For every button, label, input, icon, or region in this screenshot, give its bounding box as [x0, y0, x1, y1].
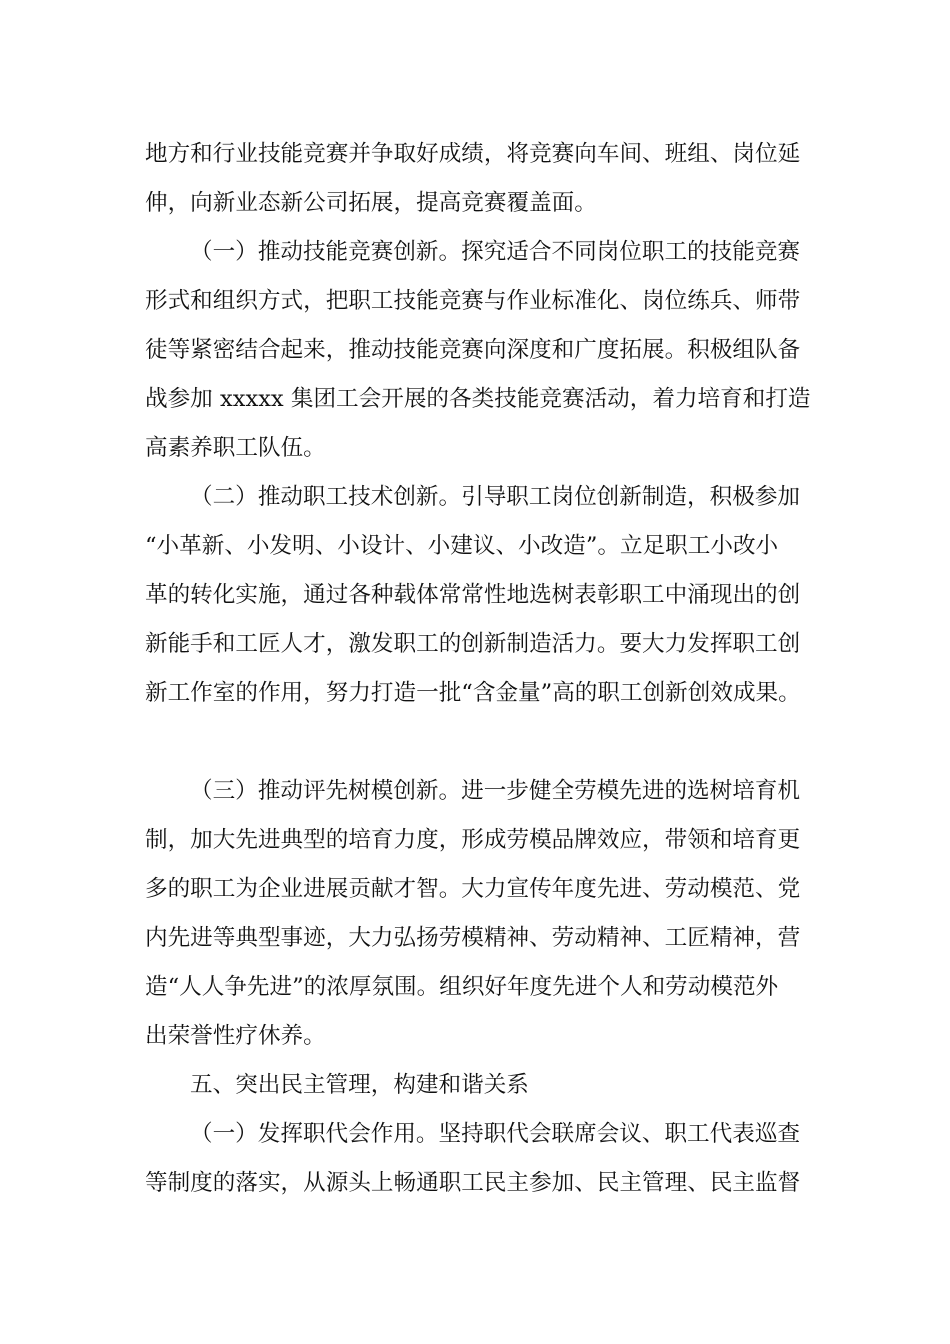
text-line: （二）推动职工技术创新。引导职工岗位创新制造，积极参加: [190, 484, 801, 510]
text-line: （一）推动技能竞赛创新。探究适合不同岗位职工的技能竞赛: [190, 239, 801, 265]
paragraph-tech-innovation: [145, 473, 825, 718]
text-line: （一）发挥职代会作用。坚持职代会联席会议、职工代表巡查: [190, 1121, 801, 1147]
text-line: 形式和组织方式，把职工技能竞赛与作业标准化、岗位练兵、师带: [145, 288, 801, 314]
paragraph-skill-competition: [145, 228, 825, 473]
text-line: 高素养职工队伍。: [145, 435, 326, 461]
section-heading: [145, 1061, 825, 1110]
text-line: 多的职工为企业进展贡献才智。大力宣传年度先进、劳动模范、党: [145, 876, 801, 902]
text-line: 新工作室的作用，努力打造一批“含金量”高的职工创新创效成果。: [145, 680, 801, 706]
text-line: 地方和行业技能竞赛并争取好成绩，将竞赛向车间、班组、岗位延: [145, 141, 801, 167]
document-body: [145, 130, 825, 1208]
paragraph-workers-congress: [145, 1110, 825, 1208]
text-line: 制，加大先进典型的培育力度，形成劳模品牌效应，带领和培育更: [145, 827, 801, 853]
paragraph-model-worker: [145, 767, 825, 1061]
text-line: 出荣誉性疗休养。: [145, 1023, 326, 1049]
text-line: “小革新、小发明、小设计、小建议、小改造”。立足职工小改小: [145, 533, 779, 559]
text-line: 战参加 xxxxx 集团工会开展的各类技能竞赛活动，着力培育和打造: [145, 386, 811, 412]
section-five-heading: 五、突出民主管理，构建和谐关系: [190, 1072, 529, 1098]
paragraph-continuation: [145, 130, 825, 228]
text-line: 新能手和工匠人才，激发职工的创新制造活力。要大力发挥职工创: [145, 631, 801, 657]
paragraph-gap: [145, 718, 825, 767]
text-line: 造“人人争先进”的浓厚氛围。组织好年度先进个人和劳动模范外: [145, 974, 779, 1000]
text-line: 徒等紧密结合起来，推动技能竞赛向深度和广度拓展。积极组队备: [145, 337, 801, 363]
text-line: 等制度的落实，从源头上畅通职工民主参加、民主管理、民主监督: [145, 1170, 801, 1196]
text-line: 内先进等典型事迹，大力弘扬劳模精神、劳动精神、工匠精神，营: [145, 925, 801, 951]
text-line: 伸，向新业态新公司拓展，提高竞赛覆盖面。: [145, 190, 597, 216]
text-line: （三）推动评先树模创新。进一步健全劳模先进的选树培育机: [190, 778, 801, 804]
text-line: 革的转化实施，通过各种载体常常性地选树表彰职工中涌现出的创: [145, 582, 801, 608]
